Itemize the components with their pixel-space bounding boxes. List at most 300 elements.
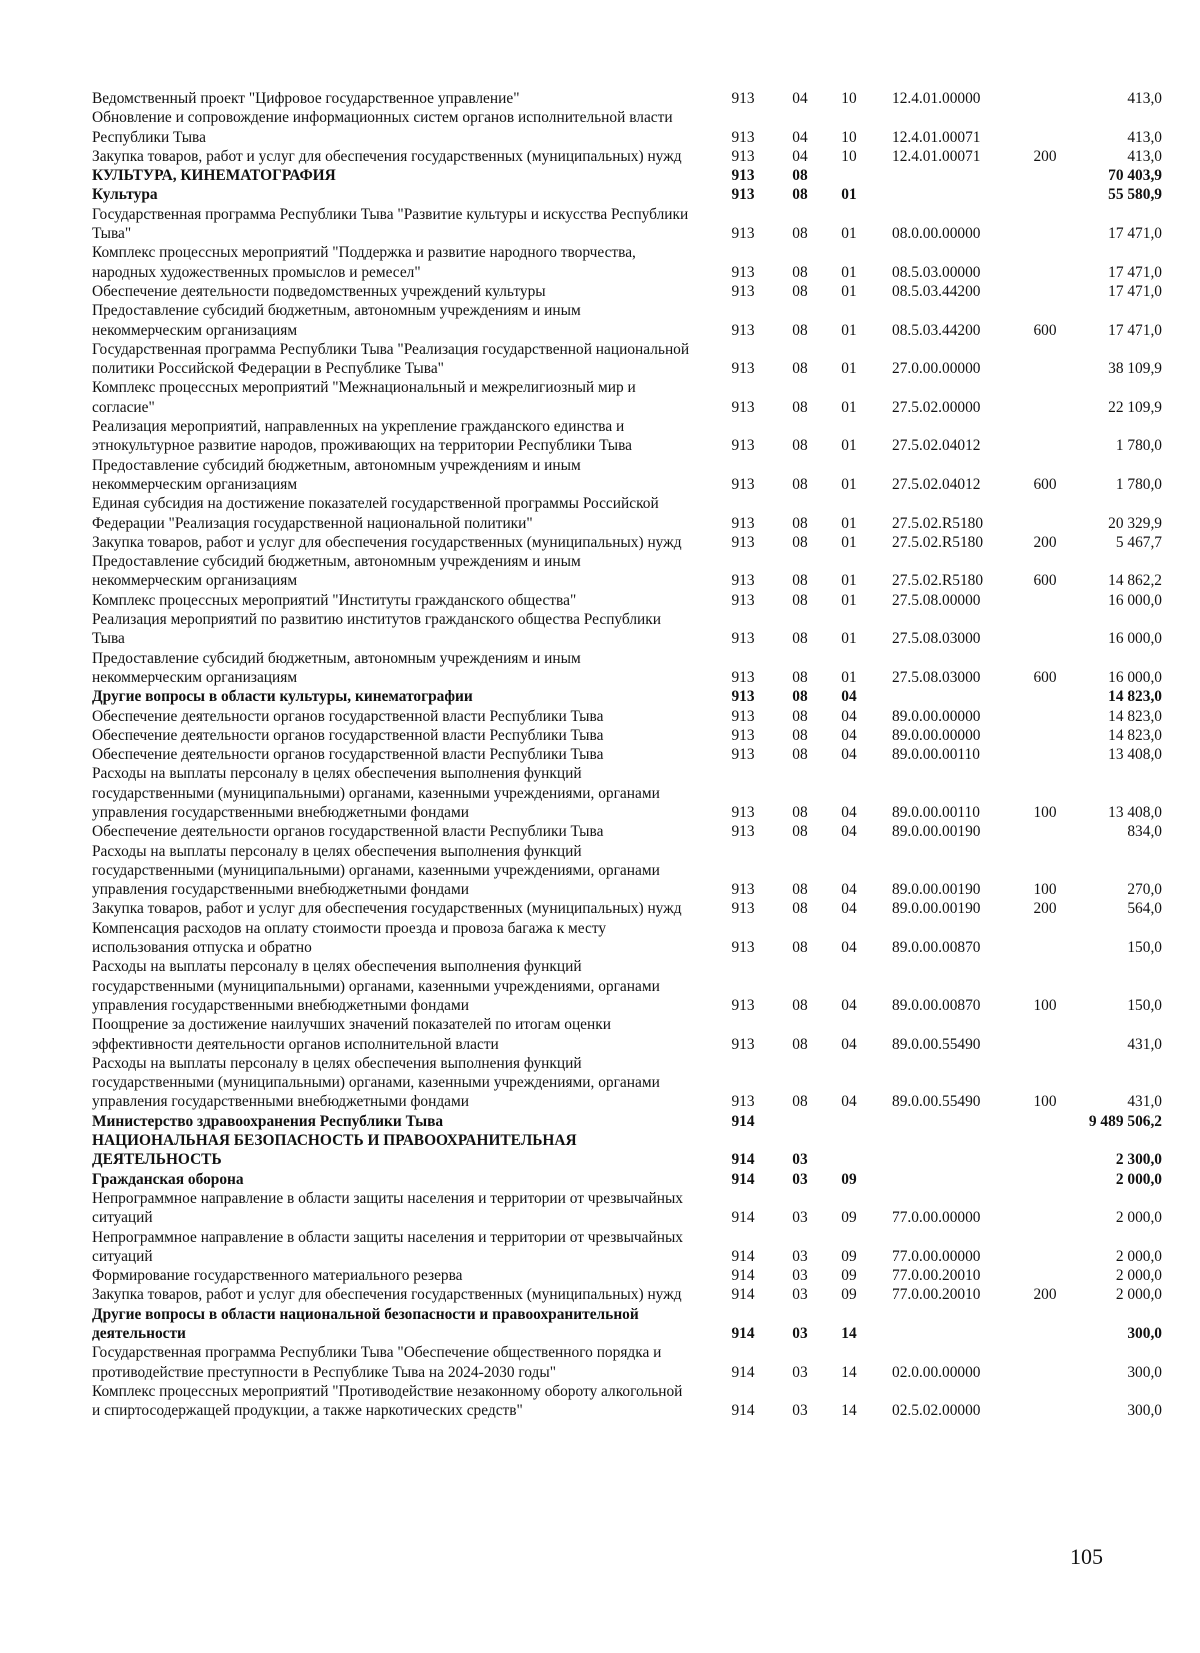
row-section-code: 08	[792, 668, 808, 686]
row-expense-type	[1018, 919, 1072, 958]
row-expense-type: 200	[1033, 533, 1057, 551]
row-sum: 16 000,0	[1108, 591, 1162, 609]
row-sum: 2 000,0	[1115, 1209, 1162, 1227]
row-sum: 2 000,0	[1115, 1267, 1162, 1285]
row-name: Комплекс процессных мероприятий "Поддержка и развитие народного творчества, народных художественных промыслов и ремесел"	[92, 244, 636, 281]
row-sum: 14 862,2	[1108, 572, 1162, 590]
row-gr-code: 913	[731, 900, 755, 918]
row-target-article: 08.5.03.44200	[892, 321, 981, 339]
row-expense-type: 600	[1033, 321, 1057, 339]
row-gr-code: 914	[731, 1267, 755, 1285]
row-section-code: 03	[792, 1267, 808, 1285]
row-name: Другие вопросы в области культуры, кинематографии	[92, 688, 473, 706]
row-subsection-code: 14	[841, 1363, 857, 1381]
row-subsection-code: 01	[841, 225, 857, 243]
row-sum: 16 000,0	[1108, 630, 1162, 648]
row-expense-type	[1018, 1131, 1072, 1170]
row-expense-type	[1018, 417, 1072, 456]
table-row	[92, 822, 1168, 841]
row-sum: 5 467,7	[1115, 533, 1162, 551]
table-row	[92, 1343, 1168, 1382]
row-name: Расходы на выплаты персоналу в целях обеспечения выполнения функций государственными (муниципальными) органами, казенными учреждениями, органами управления государственными внебюджетными фондами	[92, 765, 660, 821]
row-name: Реализация мероприятий, направленных на укрепление гражданского единства и этнокультурное развитие народов, проживающих на территории Республики Тыва	[92, 418, 633, 455]
row-sum: 22 109,9	[1108, 398, 1162, 416]
row-target-article: 27.5.02.R5180	[892, 533, 984, 551]
table-row	[92, 649, 1168, 688]
row-sum: 1 780,0	[1115, 475, 1162, 493]
row-name: Расходы на выплаты персоналу в целях обеспечения выполнения функций государственными (муниципальными) органами, казенными учреждениями, органами управления государственными внебюджетными фондами	[92, 842, 660, 899]
row-target-article	[872, 166, 1018, 185]
row-section-code: 08	[792, 186, 808, 204]
table-row	[92, 726, 1168, 745]
row-target-article: 77.0.00.20010	[892, 1286, 981, 1304]
row-target-article: 12.4.01.00000	[892, 90, 981, 107]
row-gr-code: 913	[731, 668, 755, 686]
row-subsection-code: 01	[841, 437, 857, 455]
row-subsection-code: 04	[841, 1093, 857, 1111]
row-target-article: 27.5.02.R5180	[892, 514, 984, 532]
table-row	[92, 899, 1168, 918]
row-name: Закупка товаров, работ и услуг для обеспечения государственных (муниципальных) нужд	[92, 533, 682, 551]
row-name: Предоставление субсидий бюджетным, автономным учреждениям и иным некоммерческим организациям	[92, 553, 581, 590]
row-target-article: 89.0.00.00870	[892, 996, 981, 1014]
row-sum: 13 408,0	[1108, 803, 1162, 821]
row-sum: 14 823,0	[1108, 707, 1162, 725]
row-name: Закупка товаров, работ и услуг для обеспечения государственных (муниципальных) нужд	[92, 147, 682, 165]
row-expense-type	[1018, 726, 1072, 745]
row-expense-type: 600	[1033, 572, 1057, 590]
row-name: Непрограммное направление в области защиты населения и территории от чрезвычайных ситуаций	[92, 1228, 683, 1265]
row-section-code: 03	[792, 1170, 808, 1188]
row-sum: 300,0	[1127, 1402, 1162, 1420]
row-expense-type	[1018, 1112, 1072, 1131]
row-gr-code: 913	[731, 996, 755, 1014]
row-subsection-code: 09	[841, 1267, 857, 1285]
row-name: Культура	[92, 186, 158, 204]
row-name: Ведомственный проект "Цифровое государственное управление"	[92, 90, 520, 107]
table-row	[92, 1382, 1168, 1421]
row-sum: 413,0	[1127, 128, 1162, 146]
row-gr-code: 913	[731, 475, 755, 493]
row-gr-code: 913	[731, 939, 755, 957]
table-row	[92, 185, 1168, 204]
table-row	[92, 89, 1168, 108]
row-gr-code: 913	[731, 398, 755, 416]
row-target-article	[872, 1305, 1018, 1344]
row-sum: 38 109,9	[1108, 360, 1162, 378]
table-row	[92, 687, 1168, 706]
table-row	[92, 1170, 1168, 1189]
row-section-code: 08	[792, 803, 808, 821]
row-expense-type	[1018, 89, 1072, 108]
table-row	[92, 1285, 1168, 1304]
row-sum: 2 000,0	[1115, 1247, 1162, 1265]
row-target-article: 77.0.00.20010	[892, 1267, 981, 1285]
row-expense-type	[1018, 1382, 1072, 1421]
row-name: Компенсация расходов на оплату стоимости проезда и провоза багажа к месту использования отпуска и обратно	[92, 919, 607, 957]
row-section-code: 08	[792, 475, 808, 493]
row-sum: 20 329,9	[1108, 514, 1162, 532]
row-sum: 16 000,0	[1108, 668, 1162, 686]
row-expense-type: 100	[1033, 1093, 1057, 1111]
row-section-code: 08	[792, 360, 808, 378]
row-expense-type	[1018, 1343, 1072, 1382]
row-gr-code: 914	[731, 1170, 755, 1188]
table-row	[92, 1015, 1168, 1054]
row-expense-type	[1018, 822, 1072, 841]
row-section-code: 03	[792, 1286, 808, 1304]
table-row	[92, 1266, 1168, 1285]
row-name: Формирование государственного материального резерва	[92, 1267, 463, 1285]
row-expense-type	[1018, 340, 1072, 379]
row-expense-type	[1018, 591, 1072, 610]
row-name: Расходы на выплаты персоналу в целях обеспечения выполнения функций государственными (муниципальными) органами, казенными учреждениями, органами управления государственными внебюджетными фондами	[92, 1054, 660, 1111]
row-gr-code: 913	[731, 225, 755, 243]
row-subsection-code: 01	[841, 533, 857, 551]
row-target-article: 27.5.08.00000	[892, 591, 981, 609]
row-target-article	[872, 1170, 1018, 1189]
row-target-article: 27.5.08.03000	[892, 630, 981, 648]
row-sum: 17 471,0	[1108, 225, 1162, 243]
row-section-code: 03	[792, 1247, 808, 1265]
row-gr-code: 913	[731, 1093, 755, 1111]
table-row	[92, 340, 1168, 379]
row-subsection-code: 01	[841, 282, 857, 300]
row-section-code: 08	[792, 939, 808, 957]
row-subsection-code: 04	[841, 823, 857, 841]
row-gr-code: 914	[731, 1247, 755, 1265]
row-gr-code: 913	[731, 514, 755, 532]
row-gr-code: 913	[731, 360, 755, 378]
row-gr-code: 913	[731, 1035, 755, 1053]
row-subsection-code: 01	[841, 514, 857, 532]
table-row	[92, 1054, 1168, 1112]
row-gr-code: 913	[731, 630, 755, 648]
row-target-article: 27.0.00.00000	[892, 360, 981, 378]
row-section-code: 08	[792, 1035, 808, 1053]
row-expense-type	[1018, 1170, 1072, 1189]
row-subsection-code: 10	[841, 90, 857, 107]
table-row	[92, 456, 1168, 495]
row-name: Комплекс процессных мероприятий "Межнациональный и межрелигиозный мир и согласие"	[92, 379, 636, 416]
row-subsection-code: 01	[841, 591, 857, 609]
row-section-code: 03	[792, 1209, 808, 1227]
row-subsection-code: 10	[841, 147, 857, 165]
row-subsection-code: 04	[841, 746, 857, 764]
row-expense-type: 100	[1033, 996, 1057, 1014]
row-target-article: 27.5.08.03000	[892, 668, 981, 686]
row-target-article: 77.0.00.00000	[892, 1209, 981, 1227]
row-section-code: 08	[792, 1093, 808, 1111]
table-row	[92, 282, 1168, 301]
row-name: Комплекс процессных мероприятий "Институты гражданского общества"	[92, 591, 577, 609]
row-gr-code: 913	[731, 167, 755, 185]
row-sum: 2 000,0	[1115, 1170, 1162, 1188]
row-subsection-code	[826, 1112, 872, 1131]
row-sum: 413,0	[1127, 147, 1162, 165]
row-target-article: 27.5.02.00000	[892, 398, 981, 416]
row-sum: 431,0	[1127, 1035, 1162, 1053]
row-gr-code: 914	[731, 1286, 755, 1304]
row-name: Обеспечение деятельности органов государственной власти Республики Тыва	[92, 707, 604, 725]
row-sum: 300,0	[1127, 1363, 1162, 1381]
row-subsection-code: 04	[841, 939, 857, 957]
row-gr-code: 914	[731, 1402, 755, 1420]
row-subsection-code: 04	[841, 881, 857, 899]
table-row	[92, 919, 1168, 958]
row-gr-code: 913	[731, 437, 755, 455]
row-section-code: 08	[792, 398, 808, 416]
row-target-article: 89.0.00.00190	[892, 881, 981, 899]
row-section-code: 08	[792, 572, 808, 590]
row-subsection-code: 09	[841, 1170, 857, 1188]
row-expense-type	[1018, 1305, 1072, 1344]
row-expense-type	[1018, 1228, 1072, 1267]
row-subsection-code: 09	[841, 1286, 857, 1304]
budget-table-body	[92, 89, 1168, 1420]
row-target-article	[872, 185, 1018, 204]
row-name: Предоставление субсидий бюджетным, автономным учреждениям и иным некоммерческим организациям	[92, 649, 581, 686]
row-gr-code: 913	[731, 90, 755, 107]
row-name: Расходы на выплаты персоналу в целях обеспечения выполнения функций государственными (муниципальными) органами, казенными учреждениями, органами управления государственными внебюджетными фондами	[92, 958, 660, 1014]
budget-table	[92, 89, 1168, 1420]
row-expense-type	[1018, 205, 1072, 244]
row-gr-code: 913	[731, 128, 755, 146]
row-name: Закупка товаров, работ и услуг для обеспечения государственных (муниципальных) нужд	[92, 900, 682, 918]
row-section-code: 08	[792, 282, 808, 300]
row-sum: 300,0	[1127, 1325, 1162, 1342]
table-row	[92, 1305, 1168, 1344]
row-sum: 14 823,0	[1108, 726, 1162, 744]
row-section-code: 03	[792, 1151, 808, 1169]
row-gr-code: 913	[731, 147, 755, 165]
table-row	[92, 301, 1168, 340]
row-name: Единая субсидия на достижение показателей государственной программы Российской Федерации "Реализация государственной национальной политики"	[92, 495, 659, 532]
row-target-article: 77.0.00.00000	[892, 1247, 981, 1265]
table-row	[92, 764, 1168, 822]
row-subsection-code: 01	[841, 630, 857, 648]
row-expense-type	[1018, 166, 1072, 185]
table-row	[92, 552, 1168, 591]
row-expense-type: 200	[1033, 1286, 1057, 1304]
row-target-article: 02.0.00.00000	[892, 1363, 981, 1381]
table-row	[92, 243, 1168, 282]
row-expense-type	[1018, 687, 1072, 706]
row-subsection-code: 04	[841, 688, 857, 706]
row-name: Поощрение за достижение наилучших значений показателей по итогам оценки эффективности деятельности органов исполнительной власти	[92, 1016, 611, 1053]
page-number: 105	[1070, 1544, 1103, 1569]
row-section-code: 03	[792, 1402, 808, 1420]
row-target-article: 08.0.00.00000	[892, 225, 981, 243]
row-gr-code: 914	[731, 1209, 755, 1227]
row-sum: 2 000,0	[1115, 1286, 1162, 1304]
row-gr-code: 913	[731, 803, 755, 821]
row-sum: 564,0	[1127, 900, 1162, 918]
row-expense-type	[1018, 1189, 1072, 1228]
row-section-code: 08	[792, 167, 808, 185]
row-target-article: 89.0.00.55490	[892, 1093, 981, 1111]
table-row	[92, 842, 1168, 900]
row-gr-code: 913	[731, 746, 755, 764]
row-name: Другие вопросы в области национальной безопасности и правоохранительной деятельности	[92, 1305, 639, 1342]
row-name: Непрограммное направление в области защиты населения и территории от чрезвычайных ситуаций	[92, 1189, 683, 1227]
row-subsection-code: 09	[841, 1247, 857, 1265]
row-target-article: 89.0.00.00000	[892, 726, 981, 744]
table-row	[92, 745, 1168, 764]
row-name: Обеспечение деятельности органов государственной власти Республики Тыва	[92, 726, 604, 744]
row-target-article: 27.5.02.R5180	[892, 572, 984, 590]
table-row	[92, 417, 1168, 456]
row-section-code: 04	[792, 128, 808, 146]
row-name: Предоставление субсидий бюджетным, автономным учреждениям и иным некоммерческим организациям	[92, 456, 581, 493]
row-subsection-code	[826, 1131, 872, 1170]
row-target-article: 27.5.02.04012	[892, 475, 981, 493]
row-sum: 9 489 506,2	[1088, 1112, 1162, 1130]
row-target-article: 89.0.00.00110	[892, 803, 980, 821]
row-gr-code: 913	[731, 572, 755, 590]
row-section-code: 03	[792, 1363, 808, 1381]
row-expense-type	[1018, 108, 1072, 147]
row-gr-code: 913	[731, 186, 755, 204]
row-section-code: 08	[792, 591, 808, 609]
table-row	[92, 147, 1168, 166]
row-sum: 17 471,0	[1108, 321, 1162, 339]
row-sum: 150,0	[1127, 996, 1162, 1014]
row-expense-type	[1018, 378, 1072, 417]
table-row	[92, 707, 1168, 726]
row-name: Государственная программа Республики Тыва "Обеспечение общественного порядка и противодействие преступности в Республике Тыва на 2024-2030 годы"	[92, 1344, 662, 1381]
row-section-code: 08	[792, 514, 808, 532]
table-row	[92, 1189, 1168, 1228]
row-name: Предоставление субсидий бюджетным, автономным учреждениям и иным некоммерческим организациям	[92, 302, 581, 339]
row-section-code: 08	[792, 225, 808, 243]
row-section-code: 04	[792, 90, 808, 107]
row-gr-code: 913	[731, 533, 755, 551]
row-subsection-code: 01	[841, 475, 857, 493]
table-row	[92, 591, 1168, 610]
row-expense-type: 100	[1033, 881, 1057, 899]
row-name: Государственная программа Республики Тыва "Реализация государственной национальной политики Российской Федерации в Республике Тыва"	[92, 340, 690, 378]
row-subsection-code	[826, 166, 872, 185]
row-section-code: 08	[792, 263, 808, 281]
row-sum: 834,0	[1127, 823, 1162, 841]
row-sum: 70 403,9	[1108, 167, 1162, 185]
row-name: Министерство здравоохранения Республики Тыва	[92, 1112, 444, 1130]
row-gr-code: 913	[731, 707, 755, 725]
table-row	[92, 610, 1168, 649]
row-name: Обеспечение деятельности подведомственных учреждений культуры	[92, 282, 546, 300]
table-row	[92, 1112, 1168, 1131]
row-gr-code: 913	[731, 591, 755, 609]
row-name: Закупка товаров, работ и услуг для обеспечения государственных (муниципальных) нужд	[92, 1286, 682, 1304]
row-section-code: 08	[792, 707, 808, 725]
row-expense-type: 100	[1033, 803, 1057, 821]
row-section-code	[774, 1112, 826, 1131]
row-section-code: 08	[792, 533, 808, 551]
row-subsection-code: 14	[841, 1402, 857, 1420]
row-expense-type	[1018, 1266, 1072, 1285]
row-gr-code: 914	[731, 1325, 755, 1342]
row-name: Комплекс процессных мероприятий "Противодействие незаконному обороту алкогольной и спиртосодержащей продукции, а также наркотических средств"	[92, 1382, 683, 1420]
row-target-article	[872, 687, 1018, 706]
row-expense-type	[1018, 1015, 1072, 1054]
row-target-article: 08.5.03.00000	[892, 263, 981, 281]
row-sum: 17 471,0	[1108, 263, 1162, 281]
row-target-article: 89.0.00.00190	[892, 900, 981, 918]
row-sum: 1 780,0	[1115, 437, 1162, 455]
row-sum: 55 580,9	[1108, 186, 1162, 204]
row-gr-code: 914	[731, 1363, 755, 1381]
table-row	[92, 205, 1168, 244]
row-target-article	[872, 1131, 1018, 1170]
row-subsection-code: 14	[841, 1325, 857, 1342]
table-row	[92, 957, 1168, 1015]
row-subsection-code: 01	[841, 360, 857, 378]
row-sum: 413,0	[1127, 90, 1162, 107]
row-subsection-code: 01	[841, 668, 857, 686]
row-subsection-code: 01	[841, 572, 857, 590]
row-expense-type	[1018, 610, 1072, 649]
table-row	[92, 1131, 1168, 1170]
row-name: Обеспечение деятельности органов государственной власти Республики Тыва	[92, 746, 604, 764]
row-name: Гражданская оборона	[92, 1170, 244, 1188]
row-name: Государственная программа Республики Тыва "Развитие культуры и искусства Республики Тыва"	[92, 205, 689, 243]
row-section-code: 08	[792, 996, 808, 1014]
row-subsection-code: 10	[841, 128, 857, 146]
row-expense-type	[1018, 282, 1072, 301]
row-name: КУЛЬТУРА, КИНЕМАТОГРАФИЯ	[92, 167, 336, 185]
row-target-article: 12.4.01.00071	[892, 128, 981, 146]
row-expense-type: 200	[1033, 900, 1057, 918]
row-section-code: 08	[792, 630, 808, 648]
row-gr-code: 914	[731, 1112, 755, 1130]
row-sum: 2 300,0	[1115, 1151, 1162, 1169]
row-subsection-code: 04	[841, 803, 857, 821]
row-expense-type: 600	[1033, 475, 1057, 493]
row-expense-type	[1018, 243, 1072, 282]
row-sum: 14 823,0	[1108, 688, 1162, 706]
row-section-code: 08	[792, 437, 808, 455]
row-name: Обновление и сопровождение информационных систем органов исполнительной власти Республики Тыва	[92, 109, 673, 146]
table-row	[92, 533, 1168, 552]
table-row	[92, 378, 1168, 417]
row-section-code: 08	[792, 726, 808, 744]
row-gr-code: 913	[731, 881, 755, 899]
row-target-article: 12.4.01.00071	[892, 147, 981, 165]
row-subsection-code: 01	[841, 398, 857, 416]
row-subsection-code: 04	[841, 900, 857, 918]
row-section-code: 08	[792, 881, 808, 899]
row-expense-type: 600	[1033, 668, 1057, 686]
row-expense-type	[1018, 745, 1072, 764]
row-subsection-code: 01	[841, 186, 857, 204]
row-sum: 13 408,0	[1108, 746, 1162, 764]
row-subsection-code: 04	[841, 996, 857, 1014]
row-name: Реализация мероприятий по развитию институтов гражданского общества Республики Тыва	[92, 611, 662, 648]
row-section-code: 08	[792, 688, 808, 706]
row-target-article: 89.0.00.55490	[892, 1035, 981, 1053]
row-section-code: 08	[792, 321, 808, 339]
row-subsection-code: 04	[841, 707, 857, 725]
row-gr-code: 913	[731, 688, 755, 706]
row-expense-type	[1018, 707, 1072, 726]
row-expense-type	[1018, 185, 1072, 204]
row-gr-code: 913	[731, 823, 755, 841]
row-sum: 150,0	[1127, 939, 1162, 957]
table-row	[92, 166, 1168, 185]
row-gr-code: 913	[731, 726, 755, 744]
row-expense-type: 200	[1033, 147, 1057, 165]
